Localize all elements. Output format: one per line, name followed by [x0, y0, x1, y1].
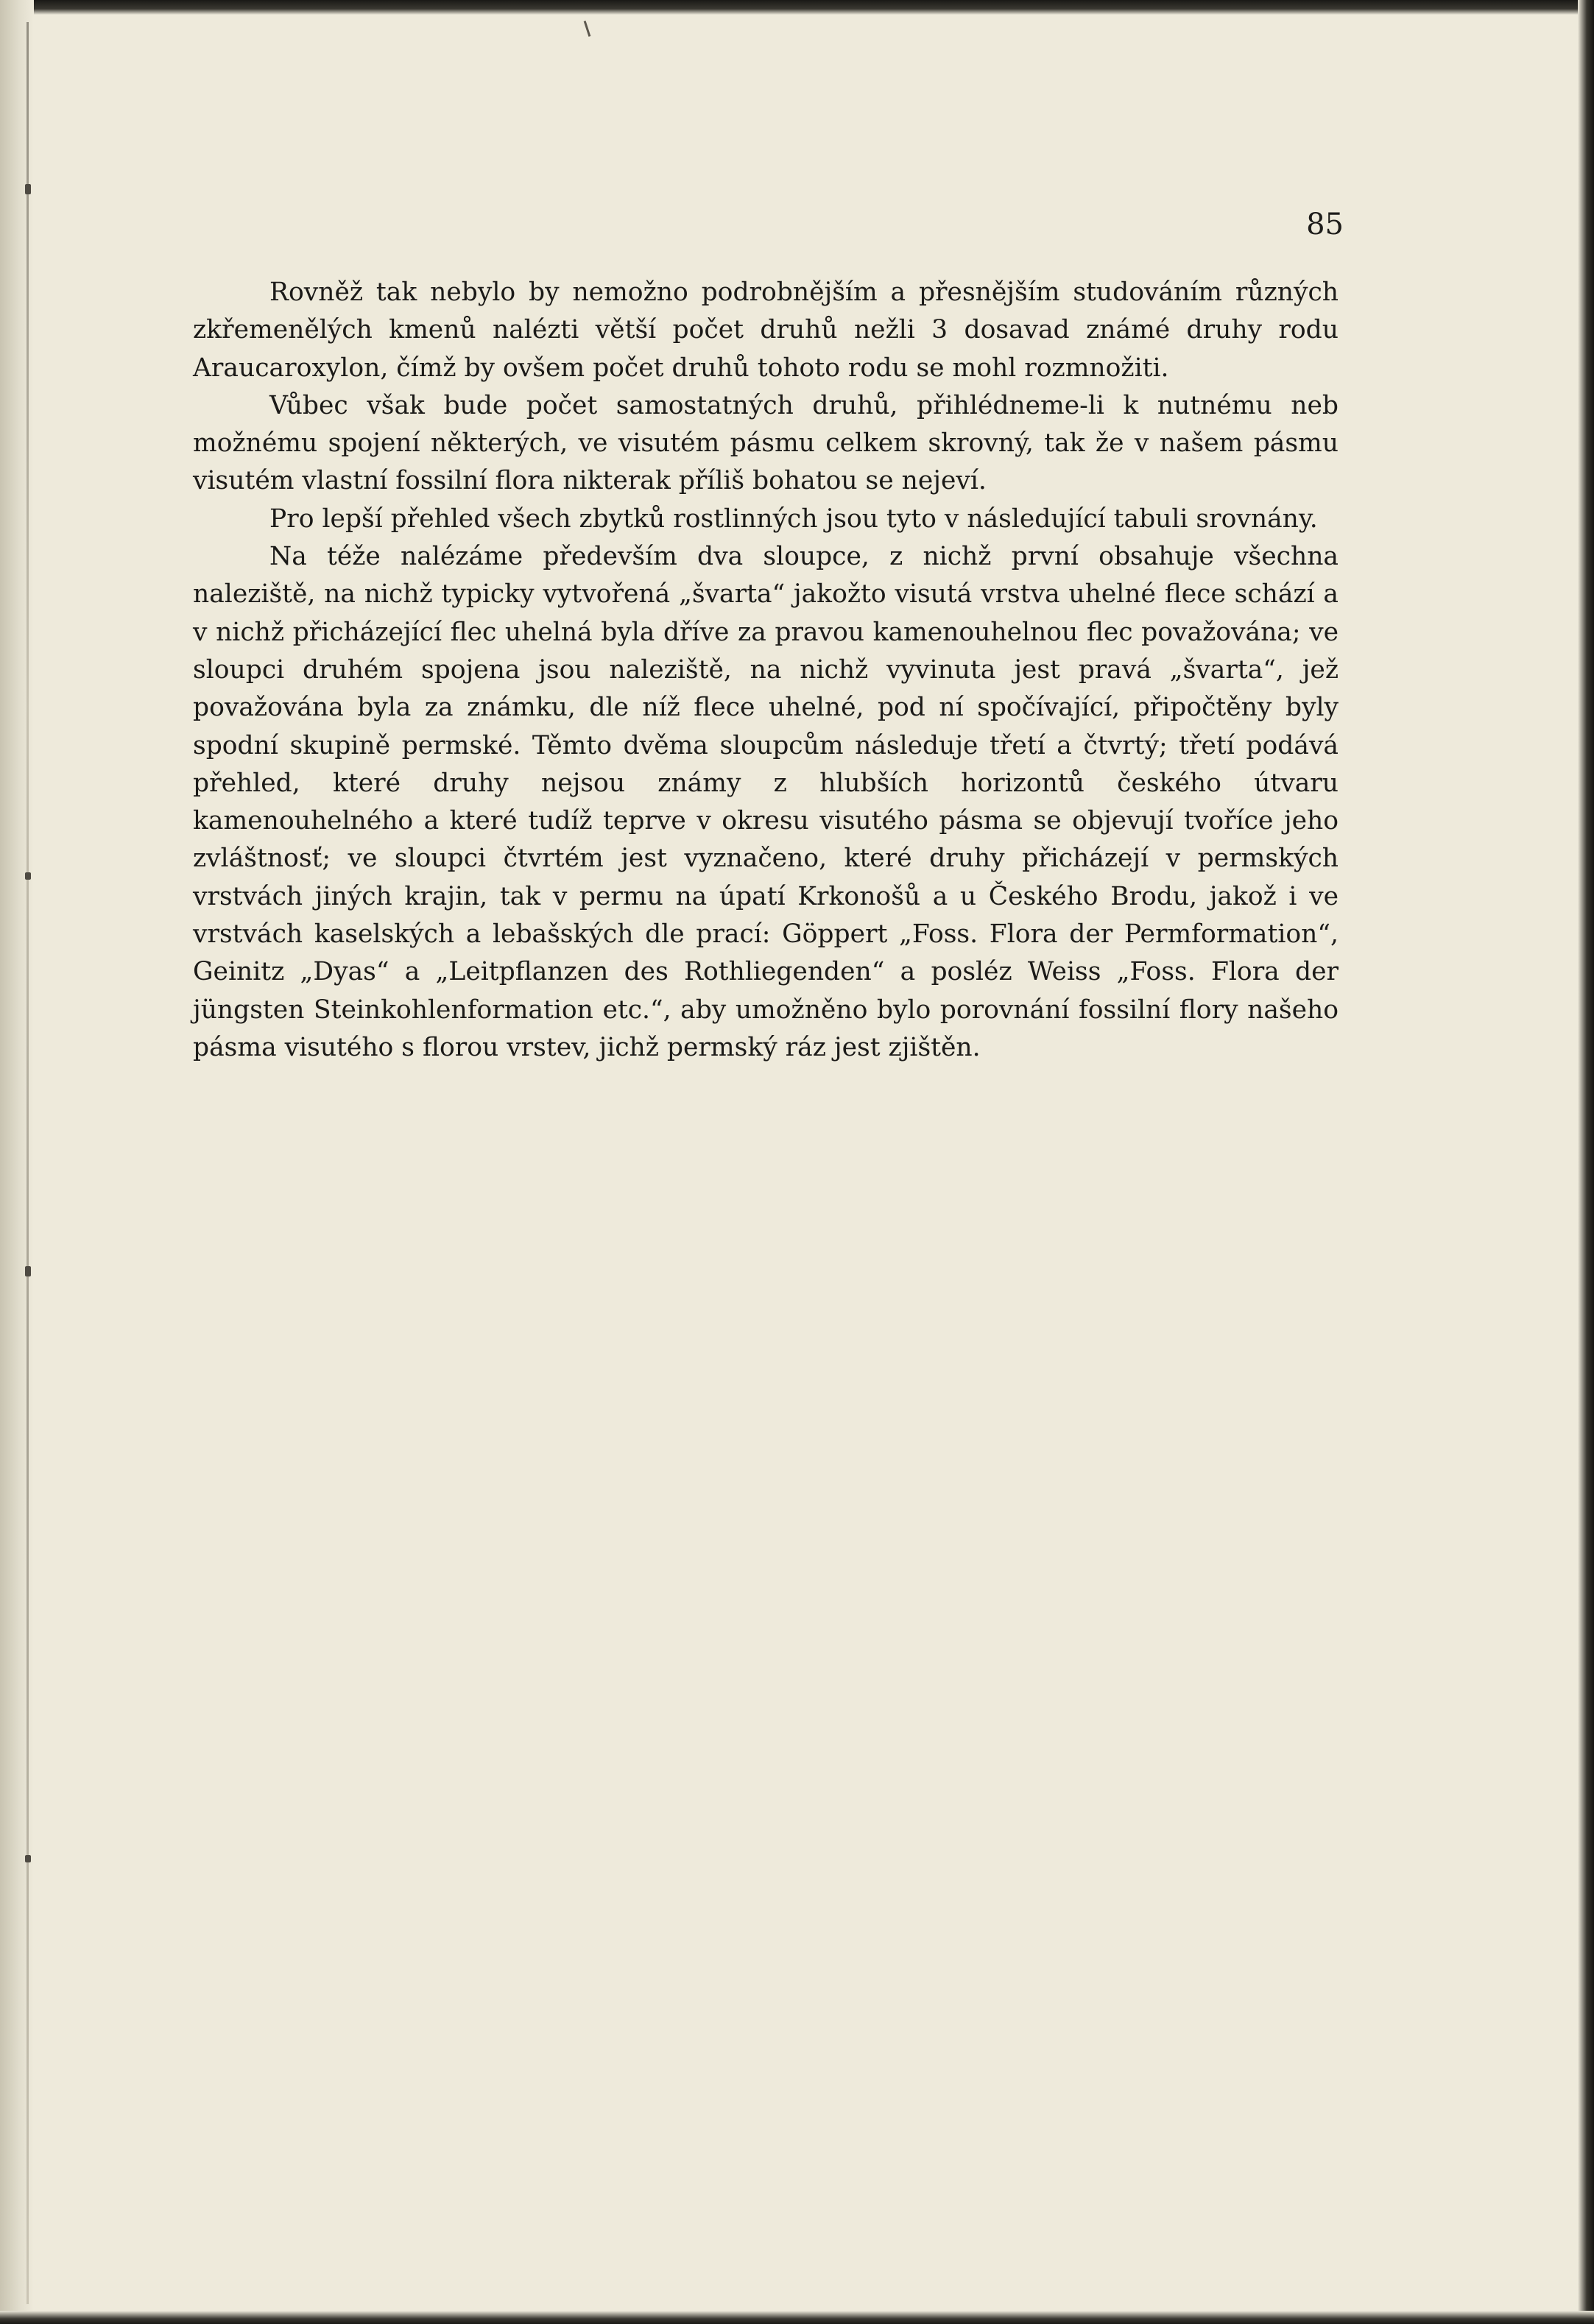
- page-number: 85: [1306, 208, 1344, 241]
- binding-mark: [25, 184, 31, 194]
- paragraph: Na téže nalézáme především dva sloupce, z nichž první obsahuje všechna naleziště, na nichž typicky vytvořená „švarta“ jakožto visutá vrstva uhelné flece schází a v nichž přicházející flec uhelná byla dříve za pravou kamenouhelnou flec považována; ve sloupci druhém spojena jsou naleziště, na nichž vyvinuta jest pravá „švarta“, jež považována byla za známku, dle níž flece uhelné, pod ní spočívající, připočtěny byly spodní skupině permské. Těmto dvěma sloupcům následuje třetí a čtvrtý; třetí podává přehled, které druhy nejsou známy z hlubších horizontů českého útvaru kamenouhelného a které tudíž teprve v okresu visutého pásma se objevují tvoříce jeho zvláštnosť; ve sloupci čtvrtém jest vyznačeno, které druhy přicházejí v permských vrstvách jiných krajin, tak v permu na úpatí Krkonošů a u Českého Brodu, jakož i ve vrstvách kaselských a lebašských dle prací: Göppert „Foss. Flora der Permformation“, Geinitz „Dyas“ a „Leitpflanzen des Rothliegenden“ a posléz Weiss „Foss. Flora der jüngsten Steinkohlenformation etc.“, aby umožněno bylo porovnání fossilní flory našeho pásma visutého s florou vrstev, jichž permský ráz jest zjištěn.: [193, 542, 1339, 1062]
- scan-bottom-edge: [0, 2311, 1594, 2324]
- paragraph: Rovněž tak nebylo by nemožno podrobnějším a přesnějším studováním různých zkřemenělých kmenů nalézti větší počet druhů nežli 3 dosavad známé druhy rodu Araucaroxylon, čímž by ovšem počet druhů tohoto rodu se mohl rozmnožiti.: [193, 278, 1339, 383]
- scan-top-edge: [0, 0, 1594, 15]
- scan-right-edge: [1578, 0, 1594, 2324]
- paragraph: Pro lepší přehled všech zbytků rostlinných jsou tyto v následující tabuli srovnány.: [269, 504, 1318, 534]
- body-text: [193, 274, 1339, 1067]
- binding-gutter: [27, 22, 29, 2304]
- scan-left-edge: [0, 0, 34, 2324]
- scan-artifact-mark: [584, 21, 591, 37]
- binding-mark: [25, 1855, 31, 1862]
- binding-mark: [25, 872, 31, 880]
- binding-mark: [25, 1266, 31, 1276]
- paragraph: Vůbec však bude počet samostatných druhů, přihlédneme-li k nutnému neb možnému spojení některých, ve visutém pásmu celkem skrovný, tak že v našem pásmu visutém vlastní fossilní flora nikterak příliš bohatou se nejeví.: [193, 390, 1339, 496]
